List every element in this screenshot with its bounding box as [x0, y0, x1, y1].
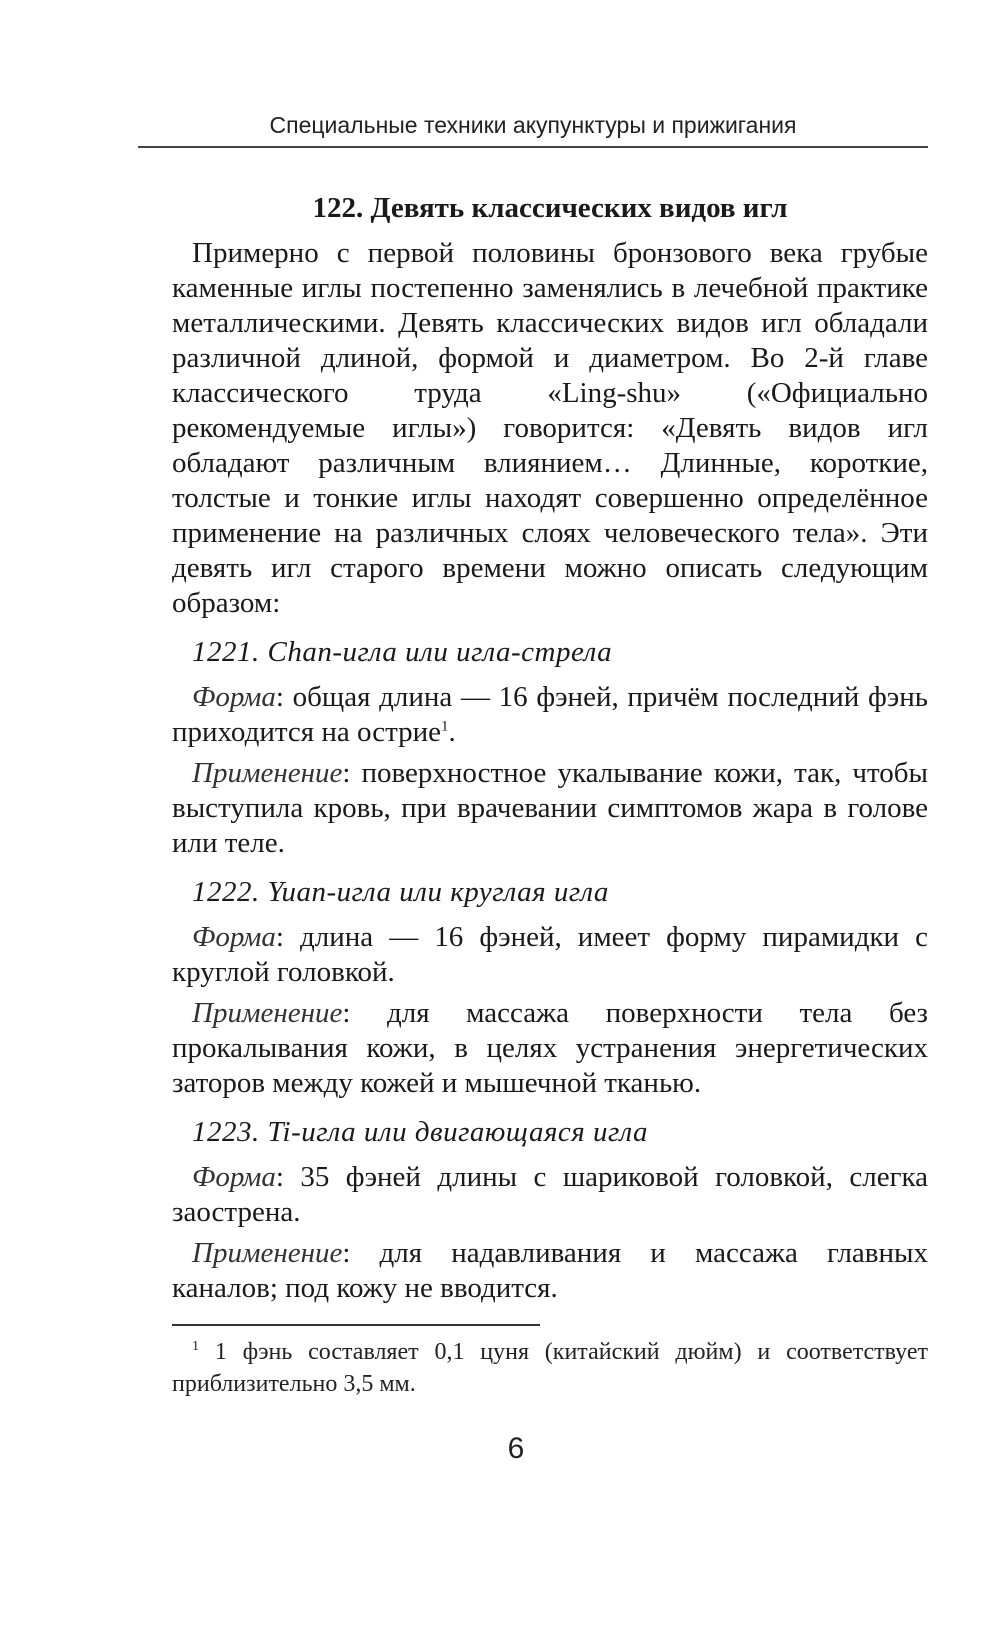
footnote-marker: 1 — [192, 1339, 199, 1354]
form-text: : общая длина — 16 фэней, причём последний фэнь приходится на острие — [172, 681, 928, 748]
running-header: Специальные техники акупунктуры и прижигания — [269, 112, 797, 138]
footnote-rule — [172, 1324, 540, 1326]
needle-form-1223 — [172, 1160, 928, 1230]
footnote-text: 1 фэнь составляет 0,1 цуня (китайский дюйм) и соответствует приблизительно 3,5 мм. — [172, 1339, 928, 1397]
intro-paragraph: Примерно с первой половины бронзового века грубые каменные иглы постепенно заменялись в лечебной практике металлическими. Девять классических видов игл обладали различной длиной, формой и диаметром. Во 2-й главе классического труда «Ling-shu» («Официально рекомендуемые иглы») говорится: «Девять видов игл обладают различным влиянием… Длинные, короткие, толстые и тонкие иглы находят совершенно определённое применение на различных слоях человеческого тела». Эти девять игл старого времени можно описать следующим образом: — [172, 237, 928, 619]
use-label: Применение — [192, 997, 343, 1029]
needle-form-1221 — [172, 680, 928, 750]
header-rule — [138, 146, 928, 148]
needle-use-1221 — [172, 756, 928, 861]
use-text: : для надавливания и массажа главных каналов; под кожу не вводится. — [172, 1237, 928, 1304]
needle-heading-1222: 1222. Yuan-игла или круглая игла — [192, 876, 609, 908]
needle-heading-1223: 1223. Ti-игла или двигающаяся игла — [192, 1116, 648, 1148]
form-text: : длина — 16 фэней, имеет форму пирамидки с круглой головкой. — [172, 921, 928, 988]
needle-use-1223 — [172, 1236, 928, 1306]
form-text-end: . — [448, 716, 456, 748]
section-title: 122. Девять классических видов игл — [312, 192, 788, 224]
needle-use-1222 — [172, 996, 928, 1101]
form-label: Форма — [192, 1161, 276, 1193]
use-text: : поверхностное укалывание кожи, так, чтобы выступила кровь, при врачевании симптомов жара в голове или теле. — [172, 757, 928, 859]
use-text: : для массажа поверхности тела без прокалывания кожи, в целях устранения энергетических заторов между кожей и мышечной тканью. — [172, 997, 928, 1099]
use-label: Применение — [192, 757, 343, 789]
footnote-ref: 1 — [441, 718, 449, 735]
needle-form-1222 — [172, 920, 928, 990]
page-body — [172, 188, 928, 1306]
use-label: Применение — [192, 1237, 343, 1269]
page-number: 6 — [507, 1432, 525, 1465]
form-label: Форма — [192, 681, 276, 713]
form-text: : 35 фэней длины с шариковой головкой, слегка заострена. — [172, 1161, 928, 1228]
needle-heading-1221: 1221. Chan-игла или игла-стрела — [192, 636, 613, 668]
footnote — [172, 1336, 928, 1400]
form-label: Форма — [192, 921, 276, 953]
